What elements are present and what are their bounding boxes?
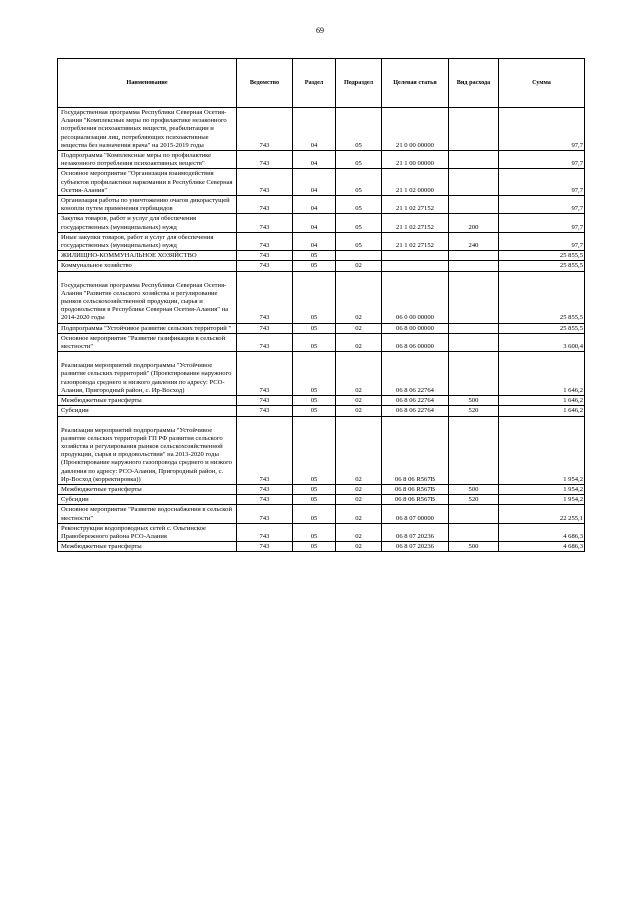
- row-department: 743: [237, 416, 293, 484]
- row-name: Иные закупки товаров, работ и услуг для обеспечения государственных (муниципальных) нужд: [58, 232, 237, 250]
- row-target-article: 06 8 06 00000: [382, 333, 449, 351]
- row-section: 05: [293, 333, 336, 351]
- row-expense-type: 200: [449, 214, 499, 232]
- row-target-article: 06 0 00 00000: [382, 271, 449, 323]
- row-subsection: 05: [336, 151, 382, 169]
- table-row: [58, 169, 585, 196]
- row-amount: 97,7: [499, 169, 585, 196]
- row-expense-type: 500: [449, 542, 499, 552]
- row-section: 05: [293, 523, 336, 541]
- row-amount: 3 600,4: [499, 333, 585, 351]
- row-name: Государственная программа Республики Северная Осетия-Алания "Развитие сельского хозяйства и регулирование рынков сельскохозяйственной продукции, сырья и продовольствия в Республике Северная Осетия-Алания" на 2014-2020 годы: [58, 271, 237, 323]
- row-department: 743: [237, 251, 293, 261]
- row-amount: 1 954,2: [499, 484, 585, 494]
- row-name: Подпрограмма "Устойчивое развитие сельских территорий ": [58, 323, 237, 333]
- row-section: 05: [293, 505, 336, 523]
- page-number: 69: [316, 26, 324, 35]
- row-name: Субсидии: [58, 406, 237, 416]
- header-amount: Сумма: [499, 59, 585, 108]
- row-expense-type: [449, 333, 499, 351]
- row-department: 743: [237, 108, 293, 151]
- row-subsection: 02: [336, 416, 382, 484]
- row-expense-type: 520: [449, 495, 499, 505]
- row-section: 04: [293, 232, 336, 250]
- row-target-article: [382, 251, 449, 261]
- row-amount: 25 855,5: [499, 251, 585, 261]
- row-section: 04: [293, 196, 336, 214]
- row-target-article: 06 8 06 22764: [382, 406, 449, 416]
- row-expense-type: 240: [449, 232, 499, 250]
- row-amount: 25 855,5: [499, 323, 585, 333]
- row-name: Коммунальное хозяйство: [58, 261, 237, 271]
- table-row: [58, 495, 585, 505]
- row-subsection: 02: [336, 495, 382, 505]
- header-subsection: Подраздел: [336, 59, 382, 108]
- row-subsection: 05: [336, 108, 382, 151]
- row-subsection: 02: [336, 396, 382, 406]
- row-name: ЖИЛИЩНО-КОММУНАЛЬНОЕ ХОЗЯЙСТВО: [58, 251, 237, 261]
- row-department: 743: [237, 261, 293, 271]
- budget-table: [57, 58, 585, 552]
- row-expense-type: 520: [449, 406, 499, 416]
- table-row: [58, 352, 585, 396]
- row-amount: 25 855,5: [499, 261, 585, 271]
- table-row: [58, 108, 585, 151]
- row-name: Реализация мероприятий подпрограммы "Устойчивое развитие сельских территорий ГП РФ развития сельского хозяйства и регулирования рынков сельскохозяйственной продукции, сырья и продовольствия" на 2013-2020 годы (Проектирование наружного газопровода среднего и низкого давления по адресу: РСО-Алания, Пригородный район, с. Ир-Восход (корректировка)): [58, 416, 237, 484]
- row-department: 743: [237, 214, 293, 232]
- row-name: Подпрограмма "Комплексные меры по профилактике незаконного потребления психоактивных веществ": [58, 151, 237, 169]
- row-target-article: 06 8 06 R567В: [382, 416, 449, 484]
- row-section: 05: [293, 495, 336, 505]
- row-subsection: 02: [336, 323, 382, 333]
- row-subsection: [336, 251, 382, 261]
- row-department: 743: [237, 406, 293, 416]
- row-amount: 1 646,2: [499, 406, 585, 416]
- row-department: 743: [237, 151, 293, 169]
- row-subsection: 05: [336, 214, 382, 232]
- row-target-article: 06 8 07 20236: [382, 542, 449, 552]
- row-expense-type: [449, 108, 499, 151]
- table-row: [58, 406, 585, 416]
- table-row: [58, 505, 585, 523]
- row-department: 743: [237, 169, 293, 196]
- row-section: 05: [293, 542, 336, 552]
- row-department: 743: [237, 495, 293, 505]
- table-row: [58, 232, 585, 250]
- header-department: Ведомство: [237, 59, 293, 108]
- row-section: 04: [293, 169, 336, 196]
- row-expense-type: 500: [449, 484, 499, 494]
- row-department: 743: [237, 542, 293, 552]
- row-target-article: 06 8 00 00000: [382, 323, 449, 333]
- row-name: Межбюджетные трансферты: [58, 542, 237, 552]
- row-amount: 97,7: [499, 232, 585, 250]
- table-row: [58, 151, 585, 169]
- row-amount: 1 646,2: [499, 352, 585, 396]
- row-name: Основное мероприятие "Развитие газификации в сельской местности": [58, 333, 237, 351]
- table-row: [58, 214, 585, 232]
- row-name: Основное мероприятие "Развитие водоснабжения в сельской местности": [58, 505, 237, 523]
- row-subsection: 02: [336, 333, 382, 351]
- row-expense-type: [449, 169, 499, 196]
- row-section: 04: [293, 151, 336, 169]
- row-amount: 22 255,1: [499, 505, 585, 523]
- row-expense-type: [449, 271, 499, 323]
- row-subsection: 05: [336, 196, 382, 214]
- row-name: Государственная программа Республики Северная Осетия-Алания "Комплексные меры по профилактике незаконного потребления психоактивных веществ, реабилитации и ресоциализации лиц, потребляющих психоактивные вещества без назначения врача" на 2015-2019 годы: [58, 108, 237, 151]
- row-expense-type: [449, 251, 499, 261]
- row-section: 05: [293, 271, 336, 323]
- row-section: 05: [293, 406, 336, 416]
- row-department: 743: [237, 232, 293, 250]
- row-department: 743: [237, 333, 293, 351]
- row-subsection: 05: [336, 232, 382, 250]
- header-target-article: Целевая статья: [382, 59, 449, 108]
- row-name: Закупка товаров, работ и услуг для обеспечения государственных (муниципальных) нужд: [58, 214, 237, 232]
- row-target-article: 06 8 07 20236: [382, 523, 449, 541]
- table-row: [58, 261, 585, 271]
- row-section: 04: [293, 108, 336, 151]
- row-expense-type: [449, 352, 499, 396]
- row-section: 04: [293, 214, 336, 232]
- row-amount: 1 954,2: [499, 416, 585, 484]
- row-department: 743: [237, 484, 293, 494]
- row-section: 05: [293, 323, 336, 333]
- row-department: 743: [237, 352, 293, 396]
- row-target-article: 06 8 06 R567В: [382, 484, 449, 494]
- row-name: Субсидии: [58, 495, 237, 505]
- row-target-article: 06 8 06 22764: [382, 352, 449, 396]
- table-row: [58, 523, 585, 541]
- row-target-article: 21 1 00 00000: [382, 151, 449, 169]
- row-expense-type: [449, 323, 499, 333]
- row-department: 743: [237, 523, 293, 541]
- row-target-article: 21 1 02 27152: [382, 196, 449, 214]
- row-department: 743: [237, 196, 293, 214]
- header-section: Раздел: [293, 59, 336, 108]
- row-target-article: 21 1 02 00000: [382, 169, 449, 196]
- row-amount: 4 686,3: [499, 523, 585, 541]
- table-row: [58, 542, 585, 552]
- table-row: [58, 484, 585, 494]
- row-section: 05: [293, 261, 336, 271]
- row-expense-type: 500: [449, 396, 499, 406]
- row-name: Основное мероприятие "Организация взаимодействия субъектов профилактики наркомании в Республике Северная Осетия-Алания": [58, 169, 237, 196]
- row-subsection: 02: [336, 271, 382, 323]
- row-target-article: 06 8 06 R567В: [382, 495, 449, 505]
- table-row: [58, 416, 585, 484]
- row-expense-type: [449, 505, 499, 523]
- row-subsection: 05: [336, 169, 382, 196]
- row-amount: 1 646,2: [499, 396, 585, 406]
- row-subsection: 02: [336, 505, 382, 523]
- row-name: Реализация мероприятий подпрограммы "Устойчивое развитие сельских территорий" (Проектирование наружного газопровода среднего и низкого давления по адресу: РСО-Алания, Пригородный район, с. Ир-Восход): [58, 352, 237, 396]
- row-amount: 97,7: [499, 196, 585, 214]
- row-department: 743: [237, 271, 293, 323]
- row-section: 05: [293, 416, 336, 484]
- row-subsection: 02: [336, 406, 382, 416]
- row-name: Межбюджетные трансферты: [58, 484, 237, 494]
- row-name: Межбюджетные трансферты: [58, 396, 237, 406]
- row-section: 05: [293, 251, 336, 261]
- header-row: [58, 59, 585, 108]
- table-row: [58, 323, 585, 333]
- row-target-article: 21 1 02 27152: [382, 214, 449, 232]
- row-amount: 97,7: [499, 151, 585, 169]
- row-subsection: 02: [336, 523, 382, 541]
- row-amount: 4 686,3: [499, 542, 585, 552]
- row-expense-type: [449, 196, 499, 214]
- row-subsection: 02: [336, 484, 382, 494]
- row-name: Реконструкция водопроводных сетей с. Ольгинское Правобережного района РСО-Алания: [58, 523, 237, 541]
- row-subsection: 02: [336, 261, 382, 271]
- row-department: 743: [237, 505, 293, 523]
- table-row: [58, 333, 585, 351]
- table-row: [58, 271, 585, 323]
- row-department: 743: [237, 396, 293, 406]
- header-expense-type: Вид расхода: [449, 59, 499, 108]
- table-row: [58, 196, 585, 214]
- row-amount: 97,7: [499, 214, 585, 232]
- row-expense-type: [449, 151, 499, 169]
- row-subsection: 02: [336, 542, 382, 552]
- row-section: 05: [293, 352, 336, 396]
- row-target-article: 06 8 07 00000: [382, 505, 449, 523]
- row-expense-type: [449, 416, 499, 484]
- row-amount: 25 855,5: [499, 271, 585, 323]
- row-name: Организация работы по уничтожению очагов дикорастущей конопли путем применения гербицидов: [58, 196, 237, 214]
- row-department: 743: [237, 323, 293, 333]
- row-target-article: 21 1 02 27152: [382, 232, 449, 250]
- row-section: 05: [293, 484, 336, 494]
- table-row: [58, 396, 585, 406]
- row-subsection: 02: [336, 352, 382, 396]
- row-expense-type: [449, 523, 499, 541]
- row-amount: 1 954,2: [499, 495, 585, 505]
- table-row: [58, 251, 585, 261]
- row-section: 05: [293, 396, 336, 406]
- row-target-article: [382, 261, 449, 271]
- row-target-article: 06 8 06 22764: [382, 396, 449, 406]
- header-name: Наименование: [58, 59, 237, 108]
- row-expense-type: [449, 261, 499, 271]
- row-amount: 97,7: [499, 108, 585, 151]
- row-target-article: 21 0 00 00000: [382, 108, 449, 151]
